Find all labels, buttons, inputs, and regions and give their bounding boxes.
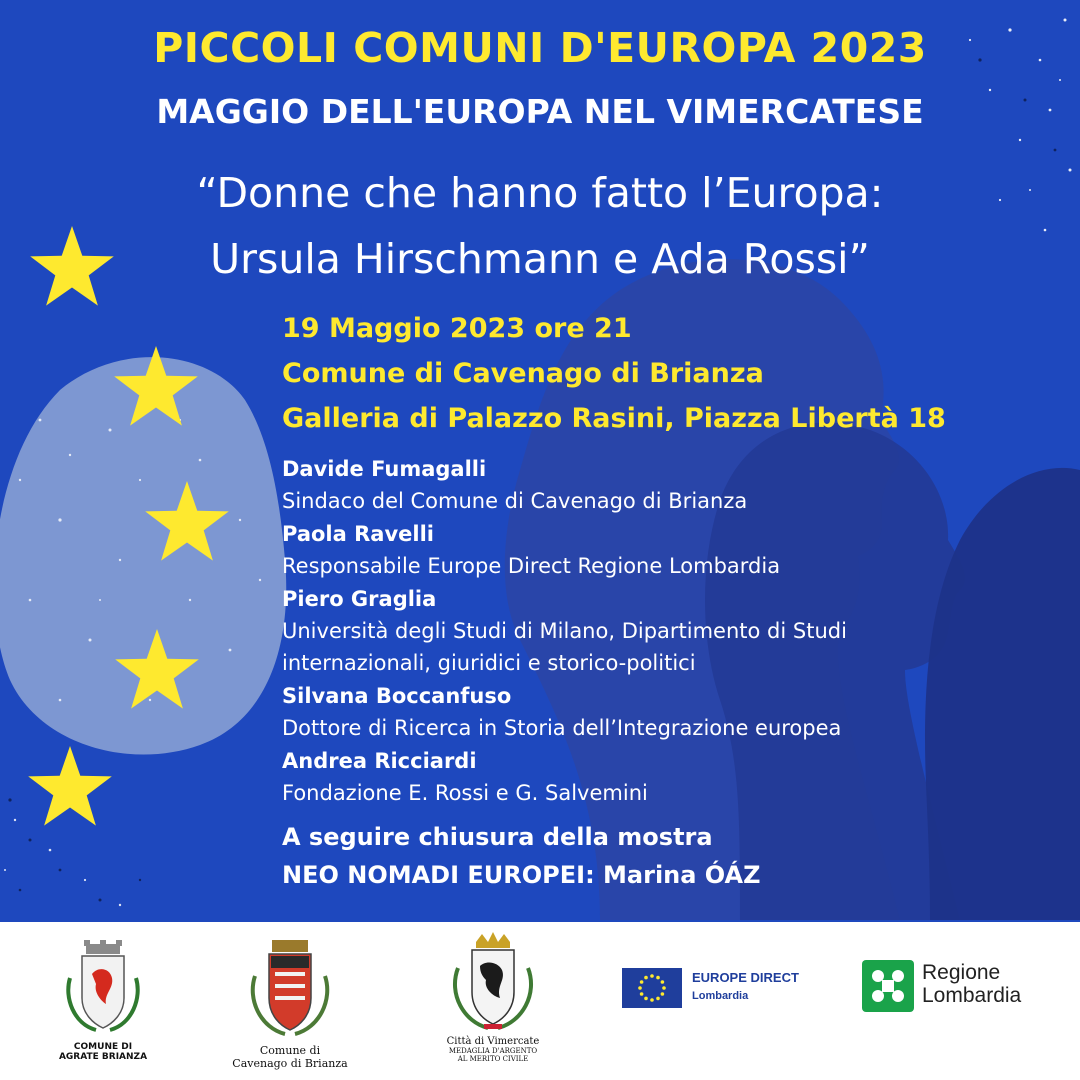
speaker-name: Paola Ravelli — [282, 521, 434, 546]
logo-vimercate — [428, 932, 558, 1063]
closing-line2: NEO NOMADI EUROPEI: Marina ÓÁZ — [282, 861, 761, 889]
regione-logo-icon — [862, 960, 914, 1012]
logo-caption: AL MERITO CIVILE — [457, 1055, 529, 1063]
regione-title: Regione — [922, 961, 1001, 984]
event-municipality: Comune di Cavenago di Brianza — [282, 358, 764, 389]
closing-note — [282, 818, 761, 894]
logo-cavenago — [225, 936, 355, 1070]
coat-of-arms-icon — [428, 932, 558, 1032]
talk-title-line2: Ursula Hirschmann e Ada Rossi” — [210, 235, 870, 283]
speaker-name: Silvana Boccanfuso — [282, 683, 512, 708]
logo-caption: MEDAGLIA D'ARGENTO — [448, 1047, 538, 1055]
speaker-role: Responsabile Europe Direct Regione Lombardia — [282, 554, 781, 579]
subtitle: MAGGIO DELL'EUROPA NEL VIMERCATESE — [156, 92, 924, 131]
main-title: PICCOLI COMUNI D'EUROPA 2023 — [153, 24, 927, 72]
logo-strip — [0, 922, 1080, 1080]
logo-caption: Città di Vimercate — [446, 1036, 540, 1047]
logo-caption: AGRATE BRIANZA — [58, 1052, 148, 1062]
talk-title — [0, 160, 1080, 292]
coat-of-arms-icon — [225, 936, 355, 1040]
speaker-role: Sindaco del Comune di Cavenago di Brianza — [282, 489, 748, 514]
logo-caption: Cavenago di Brianza — [232, 1057, 348, 1070]
speaker-name: Davide Fumagalli — [282, 457, 487, 481]
logo-caption: Comune di — [259, 1044, 321, 1057]
logo-agrate-brianza — [48, 938, 158, 1062]
speaker-role: Fondazione E. Rossi e G. Salvemini — [282, 781, 648, 806]
event-date: 19 Maggio 2023 ore 21 — [282, 313, 632, 344]
europe-direct-subtitle: Lombardia — [692, 990, 749, 1002]
speakers-list — [282, 453, 1002, 809]
speaker-name: Piero Graglia — [282, 586, 437, 611]
closing-line1: A seguire chiusura della mostra — [282, 823, 713, 851]
speaker-role: Università degli Studi di Milano, Dipartimento di Studi — [282, 619, 847, 644]
speaker-name: Andrea Ricciardi — [282, 748, 477, 773]
logo-caption: COMUNE DI — [73, 1042, 133, 1052]
coat-of-arms-icon — [48, 938, 158, 1038]
eu-flag-icon — [622, 968, 682, 1008]
eu-star-icon — [28, 746, 112, 826]
event-details — [282, 306, 946, 441]
europe-direct-title: EUROPE DIRECT — [692, 970, 799, 985]
regione-subtitle: Lombardia — [922, 984, 1022, 1007]
speaker-role: internazionali, giuridici e storico-politici — [282, 651, 696, 676]
speaker-role: Dottore di Ricerca in Storia dell’Integrazione europea — [282, 716, 842, 741]
talk-title-line1: “Donne che hanno fatto l’Europa: — [196, 169, 884, 217]
logo-europe-direct — [622, 968, 822, 1010]
logo-regione-lombardia — [862, 960, 1062, 1016]
event-venue: Galleria di Palazzo Rasini, Piazza Libertà 18 — [282, 403, 946, 434]
